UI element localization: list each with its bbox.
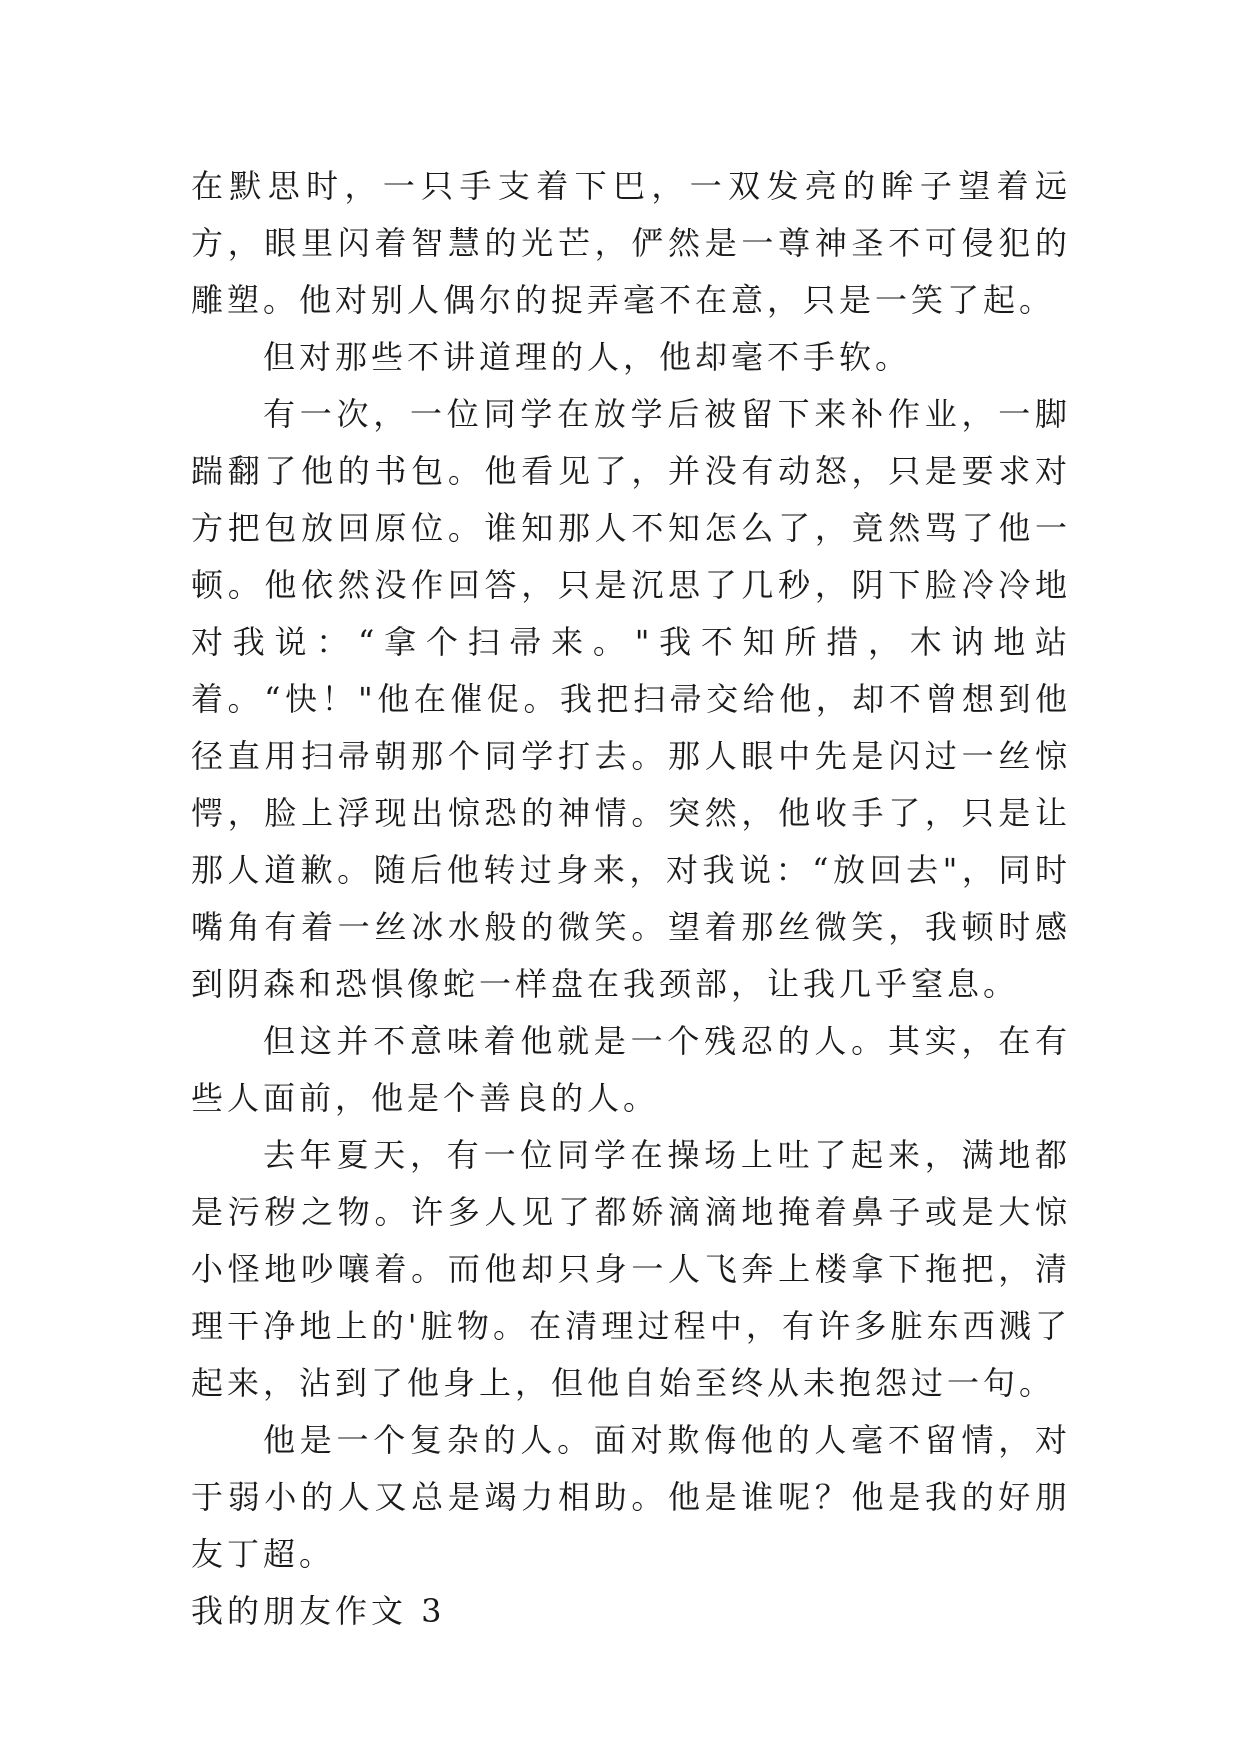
paragraph-3: 有一次，一位同学在放学后被留下来补作业，一脚踹翻了他的书包。他看见了，并没有动怒，只是要求对方把包放回原位。谁知那人不知怎么了，竟然骂了他一顿。他依然没作回答，只是沉思了几秒，阴下脸冷冷地对我说：“拿个扫帚来。"我不知所措，木讷地站着。“快！"他在催促。我把扫帚交给他，却不曾想到他径直用扫帚朝那个同学打去。那人眼中先是闪过一丝惊愕，脸上浮现出惊恐的神情。突然，他收手了，只是让那人道歉。随后他转过身来，对我说：“放回去"，同时嘴角有着一丝冰水般的微笑。望着那丝微笑，我顿时感到阴森和恐惧像蛇一样盘在我颈部，让我几乎窒息。	[191, 395, 1071, 1003]
paragraph-1: 在默思时，一只手支着下巴，一双发亮的眸子望着远方，眼里闪着智慧的光芒，俨然是一尊神圣不可侵犯的雕塑。他对别人偶尔的捉弄毫不在意，只是一笑了起。	[191, 167, 1071, 319]
section-heading: 我的朋友作文 3	[191, 1592, 446, 1630]
document-body	[191, 158, 1071, 1640]
paragraph-5: 去年夏天，有一位同学在操场上吐了起来，满地都是污秽之物。许多人见了都娇滴滴地掩着鼻子或是大惊小怪地吵嚷着。而他却只身一人飞奔上楼拿下拖把，清理干净地上的'脏物。在清理过程中，有许多脏东西溅了起来，沾到了他身上，但他自始至终从未抱怨过一句。	[191, 1136, 1071, 1402]
paragraph-4: 但这并不意味着他就是一个残忍的人。其实，在有些人面前，他是个善良的人。	[191, 1022, 1071, 1117]
paragraph-2: 但对那些不讲道理的人，他却毫不手软。	[263, 338, 912, 376]
paragraph-6: 他是一个复杂的人。面对欺侮他的人毫不留情，对于弱小的人又总是竭力相助。他是谁呢？他是我的好朋友丁超。	[191, 1421, 1071, 1573]
